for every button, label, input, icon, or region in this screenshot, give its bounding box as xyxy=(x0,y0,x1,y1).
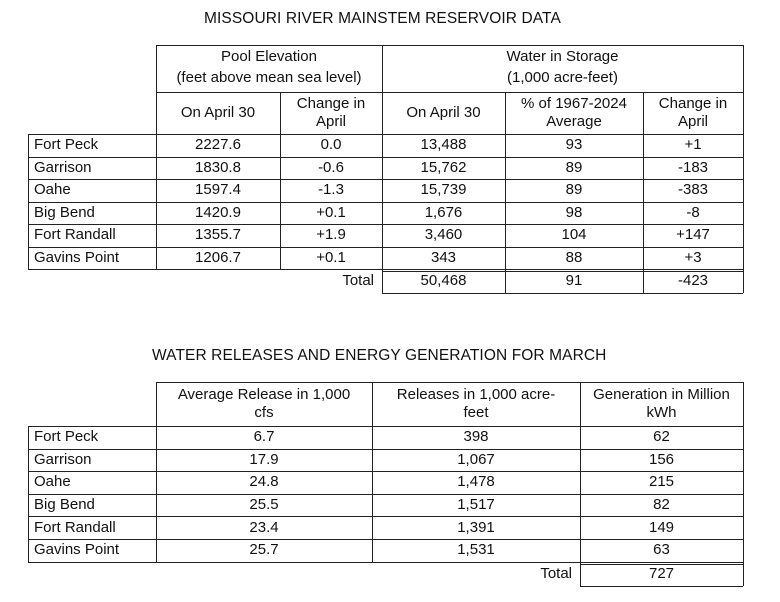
table-rule xyxy=(156,92,743,93)
col-avg-release xyxy=(156,382,372,426)
cell-af: 1,478 xyxy=(457,473,495,491)
cell-elev: 1355.7 xyxy=(195,226,241,244)
cell-storage-change: -383 xyxy=(677,181,709,199)
row-name: Garrison xyxy=(34,158,92,176)
total-storage: 50,468 xyxy=(420,272,467,289)
row-name: Fort Randall xyxy=(34,518,116,536)
col-storage-pct xyxy=(505,92,643,134)
row-name: Gavins Point xyxy=(34,541,120,559)
table-rule xyxy=(743,45,744,293)
total-pct: 91 xyxy=(565,272,583,289)
cell-gen: 82 xyxy=(653,496,670,514)
table-rule xyxy=(28,516,743,517)
cell-elev-change: -1.3 xyxy=(318,181,344,199)
pool-elevation-subheader: (feet above mean sea level) xyxy=(176,69,362,86)
col-storage-pct-line1: % of 1967-2024 xyxy=(521,95,627,112)
total-label: Total xyxy=(540,564,572,582)
table-rule xyxy=(28,134,29,269)
table-rule xyxy=(580,564,743,565)
table-rule xyxy=(580,586,743,587)
cell-gen: 156 xyxy=(648,450,675,468)
table-rule xyxy=(382,293,743,294)
col-elev-on-april: On April 30 xyxy=(180,104,256,121)
releases-table-title: WATER RELEASES AND ENERGY GENERATION FOR MARCH xyxy=(152,347,607,364)
table-rule xyxy=(372,382,373,562)
table-rule xyxy=(28,562,743,563)
table-rule xyxy=(28,247,743,248)
water-storage-header: Water in Storage xyxy=(506,48,619,65)
col-generation xyxy=(580,382,743,426)
cell-af: 1,067 xyxy=(457,450,495,468)
table-rule xyxy=(382,45,383,293)
cell-pct: 89 xyxy=(565,181,583,199)
cell-storage: 3,460 xyxy=(424,226,463,244)
row-name: Garrison xyxy=(34,450,92,468)
row-name: Oahe xyxy=(34,181,71,199)
total-label: Total xyxy=(342,272,374,289)
table-rule xyxy=(28,134,743,135)
table-rule xyxy=(28,157,743,158)
col-storage-pct-line2: Average xyxy=(546,113,602,130)
cell-storage: 343 xyxy=(430,248,457,266)
table-rule xyxy=(28,269,743,270)
cell-avg: 24.8 xyxy=(249,473,279,491)
table-rule xyxy=(28,494,743,495)
col-releases-acre-feet xyxy=(372,382,580,426)
table-rule xyxy=(28,449,743,450)
table-rule xyxy=(743,382,744,586)
col-storage-change-line1: Change in xyxy=(658,95,728,112)
row-name: Big Bend xyxy=(34,203,95,221)
col-avg-release-line1: Average Release in 1,000 xyxy=(177,386,351,403)
col-generation-line2: kWh xyxy=(646,404,677,421)
cell-gen: 215 xyxy=(648,473,675,491)
cell-af: 1,531 xyxy=(457,541,495,559)
cell-af: 1,391 xyxy=(457,518,495,536)
cell-gen: 149 xyxy=(648,518,675,536)
cell-elev-change: 0.0 xyxy=(320,136,342,154)
row-name: Big Bend xyxy=(34,496,95,514)
cell-storage-change: +3 xyxy=(684,248,702,266)
table-rule xyxy=(28,426,29,562)
table-rule xyxy=(643,92,644,293)
cell-storage-change: -183 xyxy=(677,158,709,176)
table-rule xyxy=(156,382,743,383)
cell-elev: 1420.9 xyxy=(195,203,241,221)
cell-avg: 23.4 xyxy=(249,518,279,536)
cell-pct: 104 xyxy=(561,226,587,244)
col-elev-change xyxy=(280,92,382,134)
table-rule xyxy=(28,539,743,540)
cell-elev: 1830.8 xyxy=(195,158,241,176)
table-rule xyxy=(28,202,743,203)
col-generation-line1: Generation in Million xyxy=(593,386,730,403)
col-releases-acre-feet-line1: Releases in 1,000 acre- xyxy=(396,386,556,403)
cell-storage: 13,488 xyxy=(420,136,467,154)
table-rule xyxy=(382,271,743,272)
col-avg-release-line2: cfs xyxy=(254,404,274,421)
row-name: Gavins Point xyxy=(34,248,120,266)
total-change: -423 xyxy=(677,272,709,289)
cell-storage: 15,739 xyxy=(420,181,467,199)
cell-elev: 2227.6 xyxy=(195,136,241,154)
table-rule xyxy=(28,224,743,225)
table-rule xyxy=(505,92,506,293)
table-rule xyxy=(280,92,281,269)
col-storage-on-april: On April 30 xyxy=(406,104,481,121)
table-rule xyxy=(156,382,157,562)
table-rule xyxy=(156,45,743,46)
cell-elev-change: +0.1 xyxy=(316,248,346,266)
cell-avg: 25.5 xyxy=(249,496,279,514)
cell-avg: 17.9 xyxy=(249,450,279,468)
row-name: Fort Peck xyxy=(34,136,99,154)
table-rule xyxy=(580,382,581,586)
cell-pct: 89 xyxy=(565,158,583,176)
water-storage-subheader: (1,000 acre-feet) xyxy=(507,69,618,86)
cell-avg: 25.7 xyxy=(249,541,279,559)
row-name: Fort Peck xyxy=(34,428,99,446)
col-storage-change-line2: April xyxy=(677,113,708,130)
cell-storage: 1,676 xyxy=(424,203,463,221)
table-rule xyxy=(156,45,157,269)
cell-storage-change: -8 xyxy=(686,203,700,221)
cell-af: 398 xyxy=(463,428,489,446)
col-releases-acre-feet-line2: feet xyxy=(463,404,489,421)
row-name: Oahe xyxy=(34,473,71,491)
cell-gen: 63 xyxy=(653,541,670,559)
table-rule xyxy=(28,471,743,472)
cell-elev: 1597.4 xyxy=(195,181,241,199)
cell-pct: 98 xyxy=(565,203,583,221)
cell-storage: 15,762 xyxy=(420,158,467,176)
col-elev-change-line2: April xyxy=(315,113,346,130)
row-name: Fort Randall xyxy=(34,226,116,244)
cell-gen: 62 xyxy=(653,428,670,446)
table-rule xyxy=(28,179,743,180)
cell-elev: 1206.7 xyxy=(195,248,241,266)
table-rule xyxy=(28,426,743,427)
cell-elev-change: +0.1 xyxy=(316,203,346,221)
cell-storage-change: +1 xyxy=(684,136,702,154)
cell-pct: 93 xyxy=(565,136,583,154)
cell-elev-change: -0.6 xyxy=(318,158,344,176)
total-generation: 727 xyxy=(648,564,675,582)
cell-avg: 6.7 xyxy=(253,428,275,446)
reservoir-table-title: MISSOURI RIVER MAINSTEM RESERVOIR DATA xyxy=(204,10,561,27)
col-storage-change xyxy=(643,92,743,134)
cell-storage-change: +147 xyxy=(676,226,710,244)
cell-elev-change: +1.9 xyxy=(316,226,346,244)
pool-elevation-header: Pool Elevation xyxy=(221,48,317,65)
col-elev-change-line1: Change in xyxy=(296,95,366,112)
cell-pct: 88 xyxy=(565,248,583,266)
cell-af: 1,517 xyxy=(457,496,495,514)
